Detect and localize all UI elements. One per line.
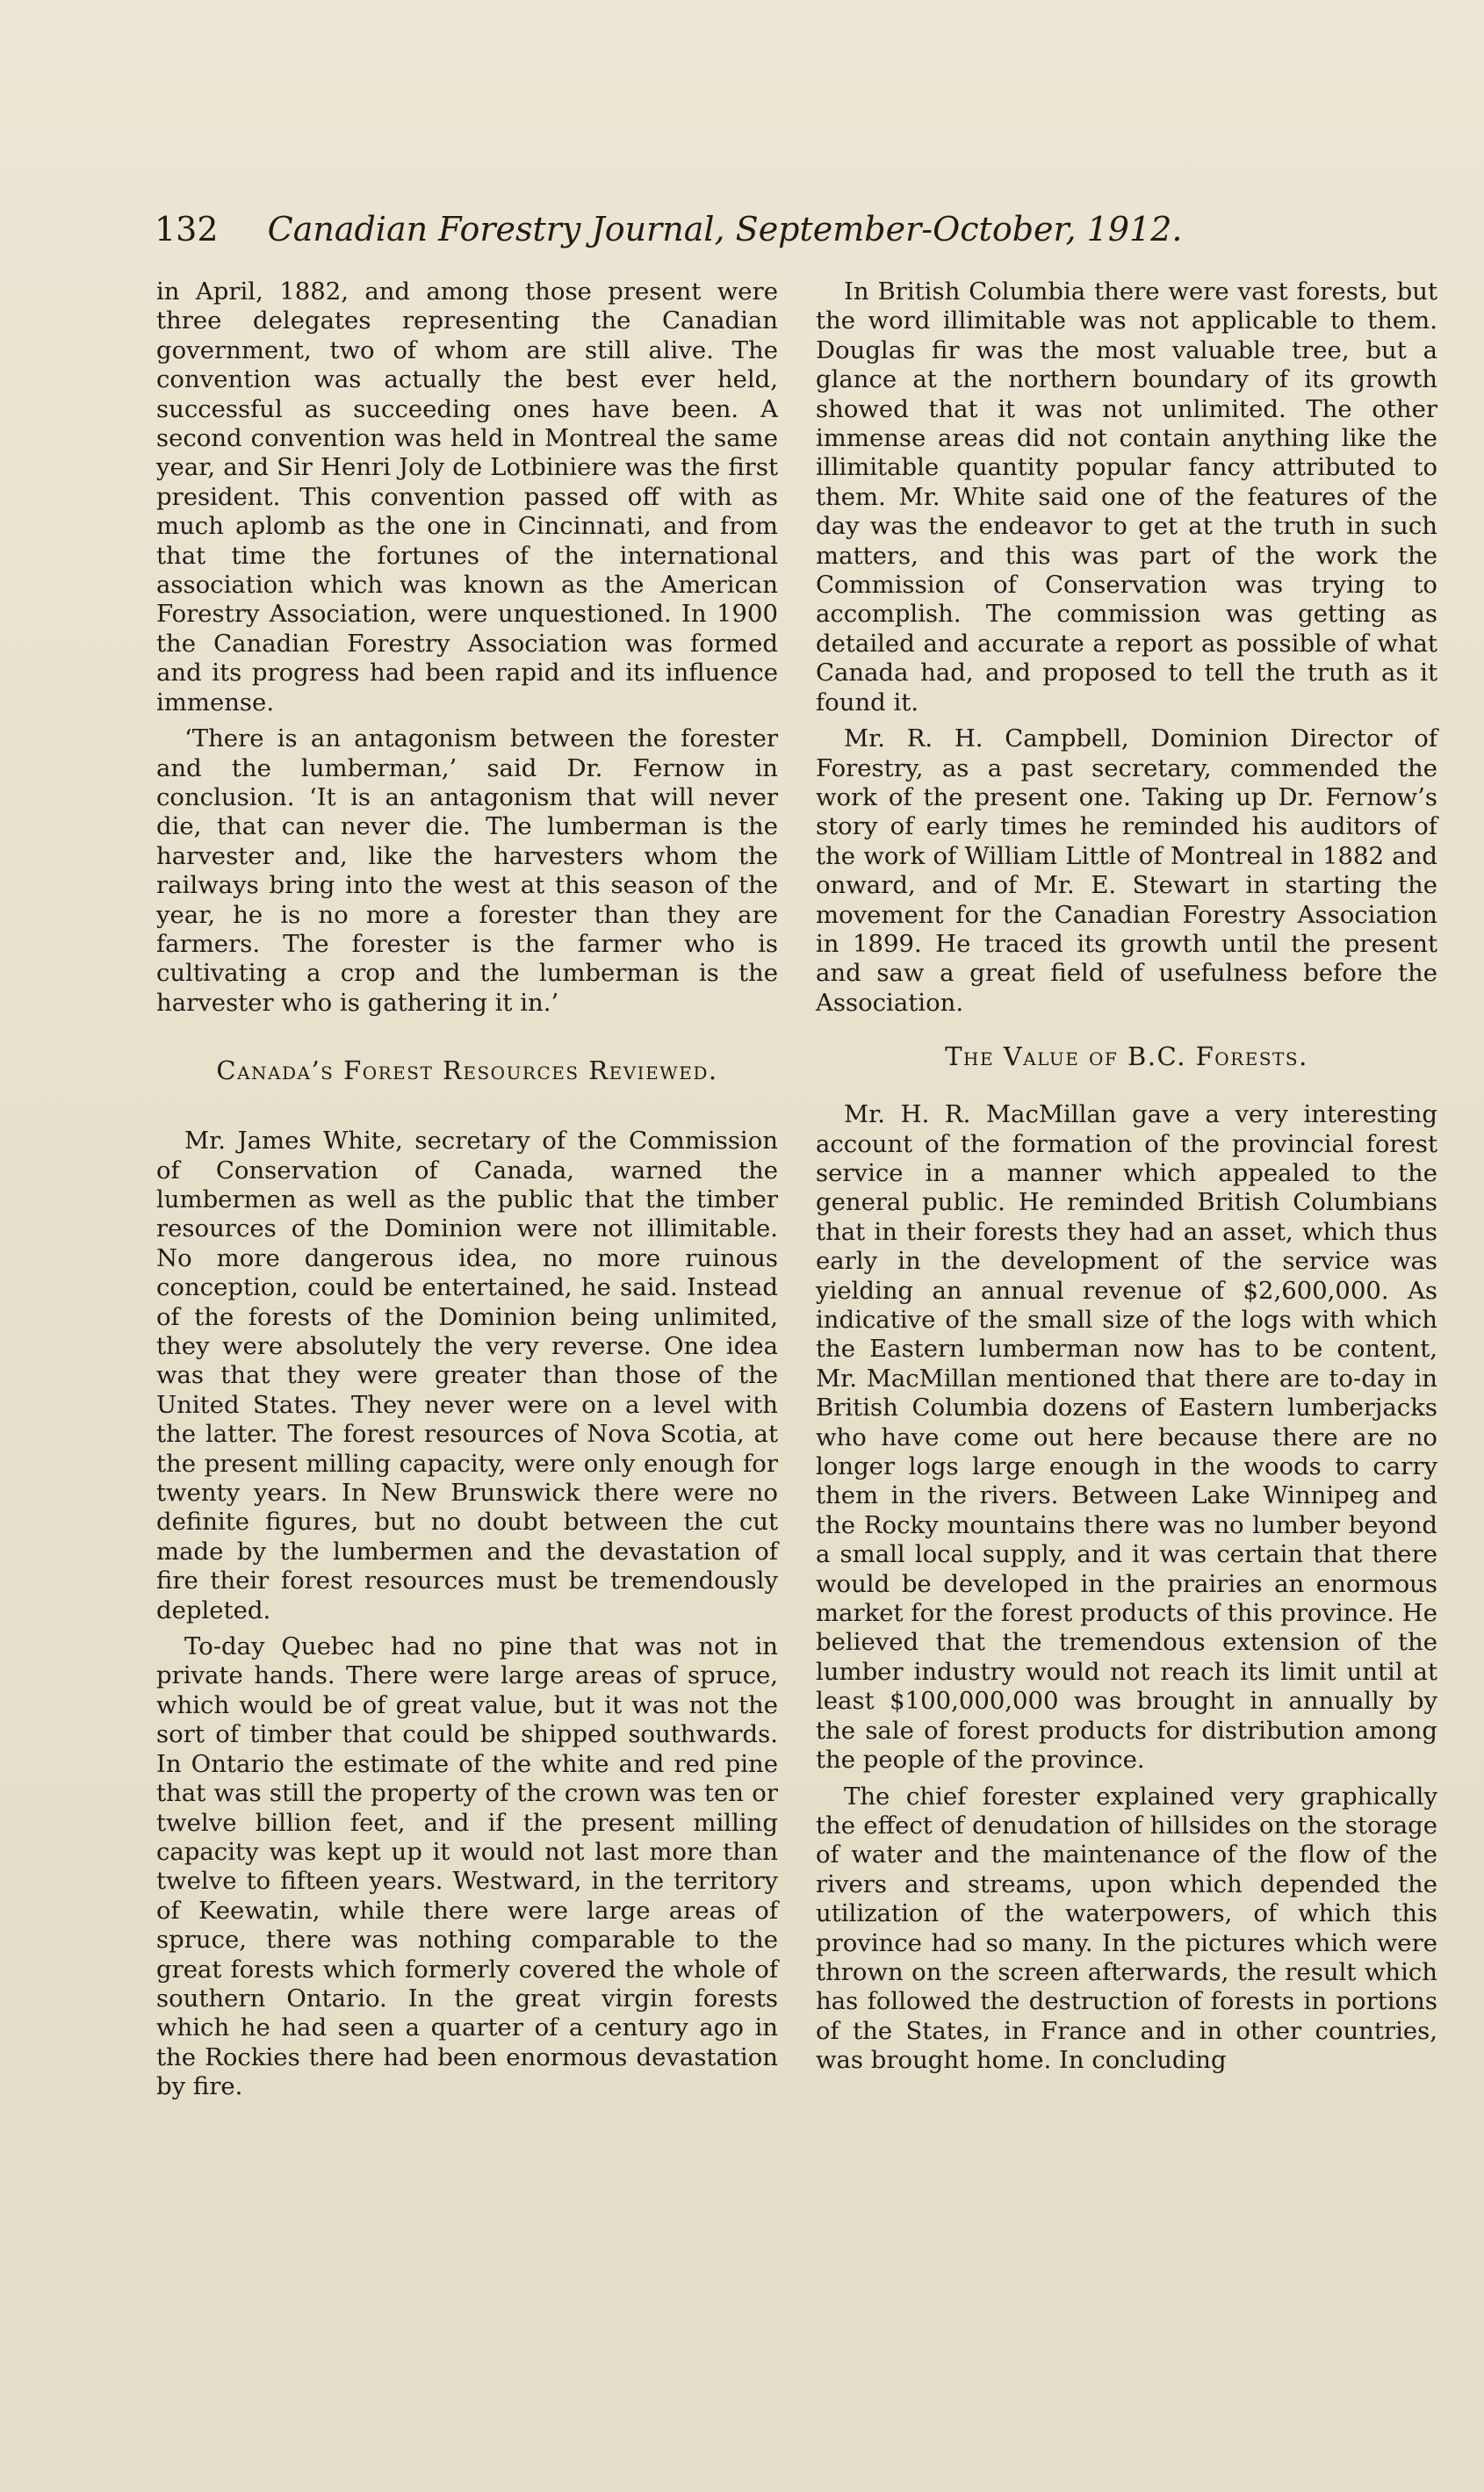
left-column	[156, 277, 778, 2102]
paragraph: To-day Quebec had no pine that was not in private hands. There were large areas of spruce, which would be of great value, but it was not the sort of timber that could be shipped southwards. In Ontario the estimate of the white and red pine that was still the property of the crown was ten or twelve billion feet, and if the present milling capacity was kept up it would not last more than twelve to fifteen years. Westward, in the territory of Keewatin, while there were large areas of spruce, there was nothing comparable to the great forests which formerly covered the whole of southern Ontario. In the great virgin forests which he had seen a quarter of a century ago in the Rockies there had been enormous devastation by fire.	[156, 1632, 778, 2101]
running-head	[155, 198, 1437, 260]
page-number: 132	[155, 210, 219, 248]
paragraph: ‘There is an antagonism between the forester and the lumberman,’ said Dr. Fernow in conclusion. ‘It is an antagonism that will never die, that can never die. The lumberman is the harvester and, like the harvesters whom the railways bring into the west at this season of the year, he is no more a forester than they are farmers. The forester is the farmer who is cultivating a crop and the lumberman is the harvester who is gathering it in.’	[156, 724, 778, 1017]
section-heading: Canada’s Forest Resources Reviewed.	[216, 1055, 718, 1086]
section-heading: The Value of B.C. Forests.	[945, 1041, 1308, 1072]
paragraph: The chief forester explained very graphically the effect of denudation of hillsides on the storage of water and the maintenance of the flow of the rivers and streams, upon which depended the utilization of the waterpowers, of which this province had so many. In the pictures which were thrown on the screen afterwards, the result which has followed the destruction of forests in portions of the States, in France and in other countries, was brought home. In concluding	[816, 1782, 1437, 2075]
paragraph: Mr. H. R. MacMillan gave a very interesting account of the formation of the provincial forest service in a manner which appealed to the general public. He reminded British Columbians that in their forests they had an asset, which thus early in the development of the service was yielding an annual revenue of $2,600,000. As indicative of the small size of the logs with which the Eastern lumberman now has to be content, Mr. MacMillan mentioned that there are to-day in British Columbia dozens of Eastern lumberjacks who have come out here because there are no longer logs large enough in the woods to carry them in the rivers. Between Lake Winnipeg and the Rocky mountains there was no lumber beyond a small local supply, and it was certain that there would be developed in the prairies an enormous market for the forest products of this province. He believed that the tremendous extension of the lumber industry would not reach its limit until at least $100,000,000 was brought in annually by the sale of forest products for distribution among the people of the province.	[816, 1100, 1437, 1775]
journal-title: Canadian Forestry Journal, September-October, 1912.	[267, 210, 1183, 248]
paragraph: Mr. R. H. Campbell, Dominion Director of Forestry, as a past secretary, commended the work of the present one. Taking up Dr. Fernow’s story of early times he reminded his auditors of the work of William Little of Montreal in 1882 and onward, and of Mr. E. Stewart in starting the movement for the Canadian Forestry Association in 1899. He traced its growth until the present and saw a great field of usefulness before the Association.	[816, 724, 1437, 1017]
paragraph: in April, 1882, and among those present were three delegates representing the Canadian government, two of whom are still alive. The convention was actually the best ever held, successful as succeeding ones have been. A second convention was held in Montreal the same year, and Sir Henri Joly de Lotbiniere was the first president. This convention passed off with as much aplomb as the one in Cincinnati, and from that time the fortunes of the international association which was known as the American Forestry Association, were unquestioned. In 1900 the Canadian Forestry Association was formed and its progress had been rapid and its influence immense.	[156, 277, 778, 717]
paragraph: Mr. James White, secretary of the Commission of Conservation of Canada, warned the lumbermen as well as the public that the timber resources of the Dominion were not illimitable. No more dangerous idea, no more ruinous conception, could be entertained, he said. Instead of the forests of the Dominion being unlimited, they were absolutely the very reverse. One idea was that they were greater than those of the United States. They never were on a level with the latter. The forest resources of Nova Scotia, at the present milling capacity, were only enough for twenty years. In New Brunswick there were no definite figures, but no doubt between the cut made by the lumbermen and the devastation of fire their forest resources must be tremendously depleted.	[156, 1127, 778, 1624]
paragraph: In British Columbia there were vast forests, but the word illimitable was not applicable to them. Douglas fir was the most valuable tree, but a glance at the northern boundary of its growth showed that it was not unlimited. The other immense areas did not contain anything like the illimitable quantity popular fancy attributed to them. Mr. White said one of the features of the day was the endeavor to get at the truth in such matters, and this was part of the work the Commission of Conservation was trying to accomplish. The commission was getting as detailed and accurate a report as possible of what Canada had, and proposed to tell the truth as it found it.	[816, 277, 1437, 717]
right-column	[816, 277, 1437, 2076]
